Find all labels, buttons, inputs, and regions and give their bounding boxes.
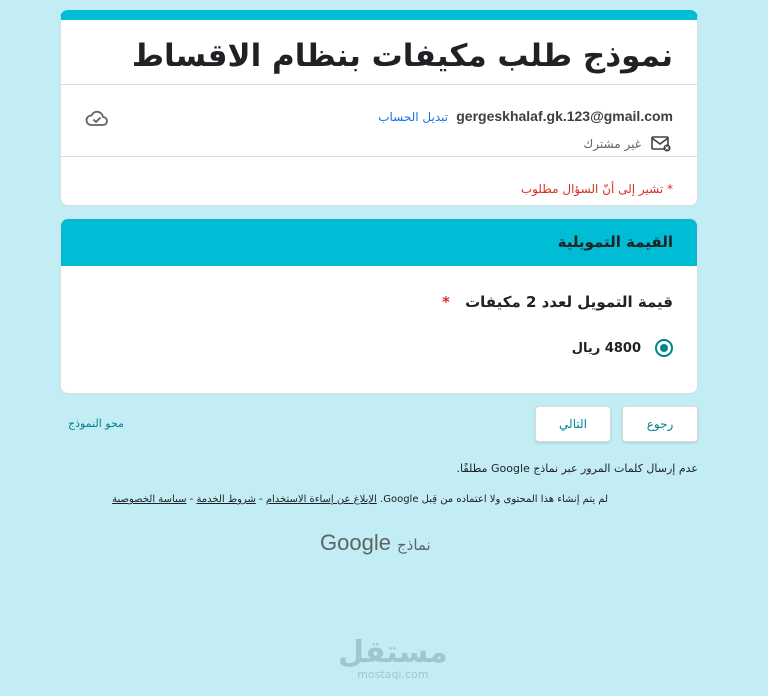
account-email: gergeskhalaf.gk.123@gmail.com <box>456 108 673 124</box>
section-title: القيمة التمويلية <box>557 233 673 251</box>
back-button[interactable]: رجوع <box>622 406 698 442</box>
radio-selected-dot <box>660 344 668 352</box>
watermark <box>338 635 448 681</box>
google-wordmark: Google <box>320 530 391 555</box>
question-text: قيمة التمويل لعدد 2 مكيفات <box>465 293 673 311</box>
separator: - <box>186 494 197 505</box>
radio-button[interactable] <box>655 339 673 357</box>
section-card <box>60 218 698 394</box>
google-forms-logo[interactable] <box>320 530 431 556</box>
radio-option-label[interactable]: 4800 ريال <box>571 340 641 356</box>
mail-off-icon <box>651 136 671 152</box>
disclaimer-text: لم يتم إنشاء هذا المحتوى ولا اعتماده من قِبل Google. <box>380 494 608 505</box>
no-password-notice: عدم إرسال كلمات المرور عبر نماذج Google مطلقًا. <box>456 462 698 475</box>
account-row <box>378 108 673 125</box>
forms-wordmark: نماذج <box>396 536 431 554</box>
disclaimer <box>112 494 608 505</box>
privacy-link[interactable]: سياسة الخصوصية <box>112 494 187 505</box>
form-title: نموذج طلب مكيفات بنظام الاقساط <box>131 38 673 74</box>
divider <box>61 156 697 157</box>
form-header-card <box>60 10 698 206</box>
clear-form-button[interactable]: محو النموذج <box>68 417 124 430</box>
divider <box>61 84 697 85</box>
watermark-arabic: مستقل <box>338 635 448 670</box>
terms-link[interactable]: شروط الخدمة <box>196 494 256 505</box>
required-note: * تشير إلى أنّ السؤال مطلوب <box>520 182 673 196</box>
report-abuse-link[interactable]: الإبلاغ عن إساءة الاستخدام <box>265 494 377 505</box>
watermark-latin: mostaqi.com <box>357 668 429 681</box>
not-shared-row <box>583 136 671 152</box>
cloud-check-icon <box>85 108 109 128</box>
switch-account-link[interactable]: تبديل الحساب <box>378 110 449 124</box>
separator: - <box>255 494 266 505</box>
not-shared-label: غير مشترك <box>583 137 641 151</box>
next-button[interactable]: التالي <box>535 406 611 442</box>
section-header <box>61 219 697 266</box>
question-title <box>442 293 673 311</box>
required-asterisk: * <box>442 293 450 311</box>
radio-option[interactable] <box>572 339 673 357</box>
